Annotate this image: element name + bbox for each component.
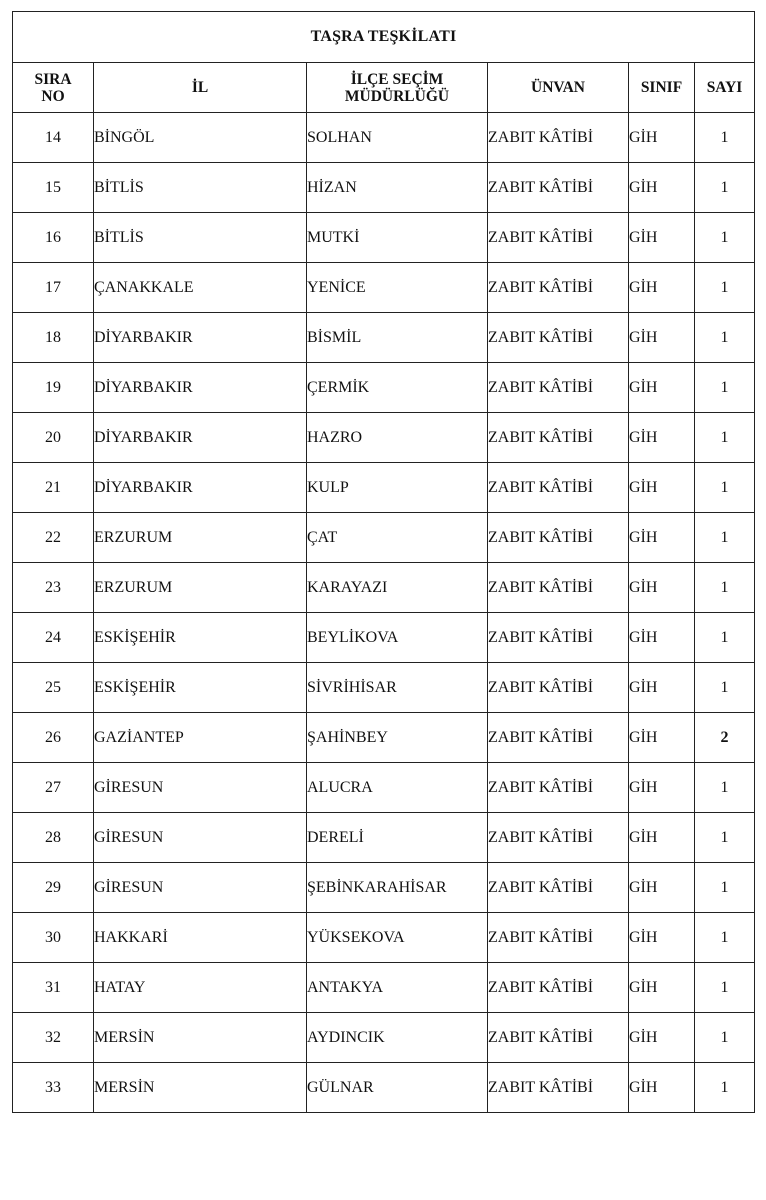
cell-ilce: BEYLİKOVA xyxy=(307,613,488,663)
cell-sayi: 1 xyxy=(695,463,755,513)
cell-sinif: GİH xyxy=(629,813,695,863)
cell-unvan: ZABIT KÂTİBİ xyxy=(488,513,629,563)
cell-sira-no: 17 xyxy=(13,263,94,313)
cell-sayi: 1 xyxy=(695,263,755,313)
table-row xyxy=(13,463,755,513)
cell-unvan: ZABIT KÂTİBİ xyxy=(488,963,629,1013)
cell-sira-no: 28 xyxy=(13,813,94,863)
cell-unvan: ZABIT KÂTİBİ xyxy=(488,913,629,963)
cell-sayi: 1 xyxy=(695,313,755,363)
cell-sinif: GİH xyxy=(629,863,695,913)
cell-sira-no: 31 xyxy=(13,963,94,1013)
cell-il: ESKİŞEHİR xyxy=(94,613,307,663)
cell-il: ERZURUM xyxy=(94,513,307,563)
header-sira-no-line1: SIRA xyxy=(34,70,72,88)
cell-sira-no: 33 xyxy=(13,1063,94,1113)
header-ilce-line2: MÜDÜRLÜĞÜ xyxy=(344,87,450,105)
cell-sayi: 1 xyxy=(695,913,755,963)
cell-ilce: KARAYAZI xyxy=(307,563,488,613)
cell-sinif: GİH xyxy=(629,613,695,663)
header-ilce xyxy=(307,63,488,113)
cell-sayi: 1 xyxy=(695,763,755,813)
cell-unvan: ZABIT KÂTİBİ xyxy=(488,613,629,663)
cell-sira-no: 25 xyxy=(13,663,94,713)
cell-sira-no: 30 xyxy=(13,913,94,963)
cell-unvan: ZABIT KÂTİBİ xyxy=(488,313,629,363)
cell-il: BİTLİS xyxy=(94,213,307,263)
cell-unvan: ZABIT KÂTİBİ xyxy=(488,563,629,613)
table-row xyxy=(13,413,755,463)
cell-sinif: GİH xyxy=(629,1063,695,1113)
cell-il: MERSİN xyxy=(94,1013,307,1063)
cell-ilce: BİSMİL xyxy=(307,313,488,363)
cell-sira-no: 20 xyxy=(13,413,94,463)
cell-sinif: GİH xyxy=(629,713,695,763)
cell-sayi: 1 xyxy=(695,863,755,913)
table-body xyxy=(13,113,755,1113)
cell-sira-no: 23 xyxy=(13,563,94,613)
cell-sira-no: 14 xyxy=(13,113,94,163)
cell-ilce: SİVRİHİSAR xyxy=(307,663,488,713)
cell-sinif: GİH xyxy=(629,263,695,313)
cell-ilce: YENİCE xyxy=(307,263,488,313)
cell-unvan: ZABIT KÂTİBİ xyxy=(488,413,629,463)
cell-sinif: GİH xyxy=(629,1013,695,1063)
cell-unvan: ZABIT KÂTİBİ xyxy=(488,713,629,763)
cell-il: BİTLİS xyxy=(94,163,307,213)
cell-il: HATAY xyxy=(94,963,307,1013)
cell-unvan: ZABIT KÂTİBİ xyxy=(488,113,629,163)
cell-unvan: ZABIT KÂTİBİ xyxy=(488,213,629,263)
cell-sinif: GİH xyxy=(629,163,695,213)
cell-sinif: GİH xyxy=(629,463,695,513)
header-sinif: SINIF xyxy=(629,63,695,113)
cell-sinif: GİH xyxy=(629,413,695,463)
cell-il: HAKKARİ xyxy=(94,913,307,963)
cell-unvan: ZABIT KÂTİBİ xyxy=(488,1013,629,1063)
table-row xyxy=(13,1013,755,1063)
table-row xyxy=(13,163,755,213)
header-il: İL xyxy=(94,63,307,113)
table-row xyxy=(13,563,755,613)
table-row xyxy=(13,213,755,263)
cell-sira-no: 32 xyxy=(13,1013,94,1063)
header-sayi: SAYI xyxy=(695,63,755,113)
header-ilce-line1: İLÇE SEÇİM xyxy=(350,70,444,88)
cell-il: DİYARBAKIR xyxy=(94,413,307,463)
cell-sinif: GİH xyxy=(629,563,695,613)
cell-unvan: ZABIT KÂTİBİ xyxy=(488,163,629,213)
cell-il: ÇANAKKALE xyxy=(94,263,307,313)
cell-sira-no: 18 xyxy=(13,313,94,363)
table-header-row xyxy=(13,63,755,113)
cell-unvan: ZABIT KÂTİBİ xyxy=(488,1063,629,1113)
cell-sira-no: 15 xyxy=(13,163,94,213)
cell-ilce: ALUCRA xyxy=(307,763,488,813)
cell-ilce: SOLHAN xyxy=(307,113,488,163)
cell-sayi: 1 xyxy=(695,963,755,1013)
table-row xyxy=(13,613,755,663)
cell-unvan: ZABIT KÂTİBİ xyxy=(488,863,629,913)
cell-sayi: 1 xyxy=(695,813,755,863)
cell-il: DİYARBAKIR xyxy=(94,363,307,413)
cell-il: ESKİŞEHİR xyxy=(94,663,307,713)
table-row xyxy=(13,313,755,363)
cell-ilce: GÜLNAR xyxy=(307,1063,488,1113)
table-row xyxy=(13,363,755,413)
cell-sinif: GİH xyxy=(629,113,695,163)
cell-ilce: HİZAN xyxy=(307,163,488,213)
cell-unvan: ZABIT KÂTİBİ xyxy=(488,763,629,813)
cell-unvan: ZABIT KÂTİBİ xyxy=(488,363,629,413)
cell-ilce: ÇAT xyxy=(307,513,488,563)
cell-ilce: YÜKSEKOVA xyxy=(307,913,488,963)
cell-unvan: ZABIT KÂTİBİ xyxy=(488,663,629,713)
cell-sinif: GİH xyxy=(629,363,695,413)
cell-sira-no: 24 xyxy=(13,613,94,663)
cell-il: GİRESUN xyxy=(94,863,307,913)
cell-ilce: KULP xyxy=(307,463,488,513)
table-row xyxy=(13,913,755,963)
table-title: TAŞRA TEŞKİLATI xyxy=(13,12,755,63)
cell-sinif: GİH xyxy=(629,963,695,1013)
cell-sayi: 1 xyxy=(695,1013,755,1063)
table-row xyxy=(13,863,755,913)
cell-il: DİYARBAKIR xyxy=(94,313,307,363)
cell-ilce: ANTAKYA xyxy=(307,963,488,1013)
table-row xyxy=(13,513,755,563)
cell-sira-no: 29 xyxy=(13,863,94,913)
header-sira-no xyxy=(13,63,94,113)
cell-sira-no: 19 xyxy=(13,363,94,413)
cell-il: MERSİN xyxy=(94,1063,307,1113)
cell-ilce: ÇERMİK xyxy=(307,363,488,413)
cell-sayi: 1 xyxy=(695,613,755,663)
cell-ilce: ŞAHİNBEY xyxy=(307,713,488,763)
table-row xyxy=(13,263,755,313)
cell-ilce: ŞEBİNKARAHİSAR xyxy=(307,863,488,913)
table-row xyxy=(13,963,755,1013)
cell-il: DİYARBAKIR xyxy=(94,463,307,513)
cell-sinif: GİH xyxy=(629,513,695,563)
cell-sinif: GİH xyxy=(629,213,695,263)
cell-sayi: 1 xyxy=(695,113,755,163)
cell-sinif: GİH xyxy=(629,313,695,363)
cell-sayi: 1 xyxy=(695,1063,755,1113)
header-unvan: ÜNVAN xyxy=(488,63,629,113)
staff-table xyxy=(12,11,755,1113)
cell-il: GAZİANTEP xyxy=(94,713,307,763)
cell-unvan: ZABIT KÂTİBİ xyxy=(488,263,629,313)
table-row xyxy=(13,813,755,863)
cell-sayi: 1 xyxy=(695,663,755,713)
cell-ilce: MUTKİ xyxy=(307,213,488,263)
cell-sira-no: 27 xyxy=(13,763,94,813)
cell-unvan: ZABIT KÂTİBİ xyxy=(488,813,629,863)
cell-sinif: GİH xyxy=(629,913,695,963)
cell-sinif: GİH xyxy=(629,663,695,713)
table-title-row xyxy=(13,12,755,63)
table-row xyxy=(13,763,755,813)
cell-sira-no: 22 xyxy=(13,513,94,563)
cell-sayi: 1 xyxy=(695,213,755,263)
cell-sira-no: 16 xyxy=(13,213,94,263)
cell-sayi: 2 xyxy=(695,713,755,763)
cell-unvan: ZABIT KÂTİBİ xyxy=(488,463,629,513)
cell-sayi: 1 xyxy=(695,363,755,413)
header-sira-no-line2: NO xyxy=(41,87,65,105)
table-row xyxy=(13,663,755,713)
cell-sira-no: 26 xyxy=(13,713,94,763)
cell-sayi: 1 xyxy=(695,413,755,463)
cell-sinif: GİH xyxy=(629,763,695,813)
table-row xyxy=(13,113,755,163)
cell-il: BİNGÖL xyxy=(94,113,307,163)
cell-sayi: 1 xyxy=(695,163,755,213)
cell-ilce: HAZRO xyxy=(307,413,488,463)
cell-sayi: 1 xyxy=(695,563,755,613)
table-row xyxy=(13,1063,755,1113)
cell-il: GİRESUN xyxy=(94,813,307,863)
cell-ilce: DERELİ xyxy=(307,813,488,863)
cell-il: ERZURUM xyxy=(94,563,307,613)
table-row xyxy=(13,713,755,763)
cell-ilce: AYDINCIK xyxy=(307,1013,488,1063)
cell-sira-no: 21 xyxy=(13,463,94,513)
cell-sayi: 1 xyxy=(695,513,755,563)
cell-il: GİRESUN xyxy=(94,763,307,813)
